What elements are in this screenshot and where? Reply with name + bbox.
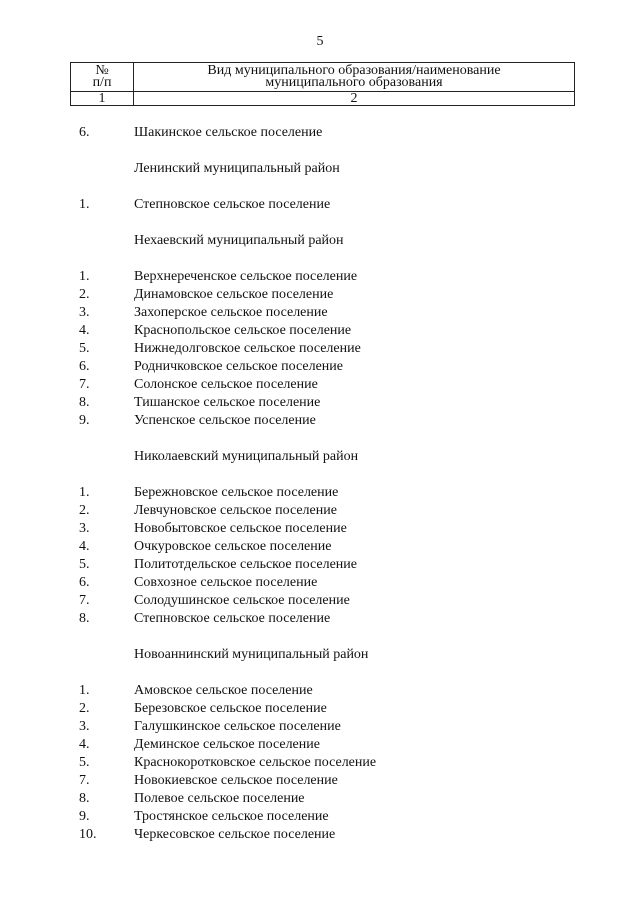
list-item	[0, 790, 640, 808]
spacer	[0, 466, 640, 484]
list-item	[0, 394, 640, 412]
list-item	[0, 520, 640, 538]
item-name: Солодушинское сельское поселение	[134, 593, 350, 608]
item-number: 5.	[79, 755, 90, 770]
item-name: Деминское сельское поселение	[134, 737, 320, 752]
item-name: Новокиевское сельское поселение	[134, 773, 338, 788]
item-name: Полевое сельское поселение	[134, 791, 305, 806]
item-name: Черкесовское сельское поселение	[134, 827, 336, 842]
item-number: 7.	[79, 377, 90, 392]
spacer	[0, 628, 640, 646]
item-number: 5.	[79, 341, 90, 356]
list-item	[0, 484, 640, 502]
item-number: 6.	[79, 359, 90, 374]
item-number: 1.	[79, 683, 90, 698]
header-type-line2: муниципального образования	[265, 75, 443, 90]
item-number: 8.	[79, 611, 90, 626]
item-number: 3.	[79, 521, 90, 536]
district-section	[0, 142, 640, 214]
item-number: 3.	[79, 719, 90, 734]
document-body	[0, 124, 640, 844]
item-number: 1.	[79, 485, 90, 500]
item-name: Бережновское сельское поселение	[134, 485, 339, 500]
list-item	[0, 376, 640, 394]
item-number: 1.	[79, 269, 90, 284]
item-name: Совхозное сельское поселение	[134, 575, 318, 590]
item-name: Степновское сельское поселение	[134, 197, 331, 212]
item-number: 8.	[79, 395, 90, 410]
item-number: 9.	[79, 809, 90, 824]
item-name: Захоперское сельское поселение	[134, 305, 328, 320]
item-number: 4.	[79, 323, 90, 338]
item-number: 7.	[79, 773, 90, 788]
spacer	[0, 214, 640, 232]
header-index-2: 2	[134, 92, 575, 106]
item-number: 2.	[79, 287, 90, 302]
item-number: 9.	[79, 413, 90, 428]
district-section	[0, 430, 640, 628]
district-title: Николаевский муниципальный район	[134, 449, 359, 464]
item-name: Левчуновское сельское поселение	[134, 503, 337, 518]
header-type-line1: Вид муниципального образования/наименование	[207, 63, 501, 78]
item-name: Успенское сельское поселение	[134, 413, 316, 428]
header-number-symbol: №	[95, 63, 109, 78]
spacer	[0, 178, 640, 196]
header-number-abbrev: п/п	[92, 75, 112, 90]
item-name: Нижнедолговское сельское поселение	[134, 341, 361, 356]
spacer	[0, 142, 640, 160]
item-name: Краснокоротковское сельское поселение	[134, 755, 377, 770]
district-list	[0, 142, 640, 844]
item-name: Динамовское сельское поселение	[134, 287, 334, 302]
list-item	[0, 592, 640, 610]
item-number: 3.	[79, 305, 90, 320]
item-name: Шакинское сельское поселение	[134, 125, 323, 140]
list-item	[0, 268, 640, 286]
item-number: 4.	[79, 737, 90, 752]
page-number: 5	[316, 34, 324, 49]
list-item	[0, 412, 640, 430]
item-name: Верхнереченское сельское поселение	[134, 269, 358, 284]
item-name: Тишанское сельское поселение	[134, 395, 321, 410]
list-item	[0, 286, 640, 304]
district-section	[0, 628, 640, 844]
item-name: Степновское сельское поселение	[134, 611, 331, 626]
list-item	[0, 754, 640, 772]
item-number: 8.	[79, 791, 90, 806]
spacer	[0, 664, 640, 682]
item-name: Политотдельское сельское поселение	[134, 557, 357, 572]
district-section	[0, 214, 640, 430]
item-number: 4.	[79, 539, 90, 554]
list-item	[0, 700, 640, 718]
item-number: 1.	[79, 197, 90, 212]
header-number-cell	[71, 63, 134, 92]
list-item	[0, 772, 640, 790]
list-item	[0, 826, 640, 844]
list-item	[0, 502, 640, 520]
item-name: Тростянское сельское поселение	[134, 809, 329, 824]
header-index-1: 1	[71, 92, 134, 106]
list-item	[0, 304, 640, 322]
spacer	[0, 430, 640, 448]
list-item	[0, 736, 640, 754]
district-title: Ленинский муниципальный район	[134, 161, 340, 176]
item-name: Солонское сельское поселение	[134, 377, 318, 392]
list-item	[0, 322, 640, 340]
item-number: 2.	[79, 701, 90, 716]
header-row	[71, 63, 575, 92]
item-number: 5.	[79, 557, 90, 572]
header-table	[70, 62, 575, 106]
header-type-cell	[134, 63, 575, 92]
list-item	[0, 538, 640, 556]
item-number: 6.	[79, 575, 90, 590]
item-name: Родничковское сельское поселение	[134, 359, 343, 374]
item-name: Галушкинское сельское поселение	[134, 719, 341, 734]
list-item	[0, 556, 640, 574]
spacer	[0, 250, 640, 268]
item-name: Амовское сельское поселение	[134, 683, 313, 698]
item-number: 10.	[79, 827, 97, 842]
list-item	[0, 610, 640, 628]
list-item	[0, 196, 640, 214]
item-number: 2.	[79, 503, 90, 518]
top-list	[0, 124, 640, 142]
list-item	[0, 124, 640, 142]
header-index-row	[71, 92, 575, 106]
item-number: 7.	[79, 593, 90, 608]
item-name: Новобытовское сельское поселение	[134, 521, 347, 536]
list-item	[0, 574, 640, 592]
item-name: Березовское сельское поселение	[134, 701, 327, 716]
item-name: Краснопольское сельское поселение	[134, 323, 352, 338]
list-item	[0, 808, 640, 826]
item-name: Очкуровское сельское поселение	[134, 539, 332, 554]
list-item	[0, 718, 640, 736]
district-title: Нехаевский муниципальный район	[134, 233, 344, 248]
district-title: Новоаннинский муниципальный район	[134, 647, 369, 662]
list-item	[0, 358, 640, 376]
list-item	[0, 682, 640, 700]
list-item	[0, 340, 640, 358]
item-number: 6.	[79, 125, 90, 140]
